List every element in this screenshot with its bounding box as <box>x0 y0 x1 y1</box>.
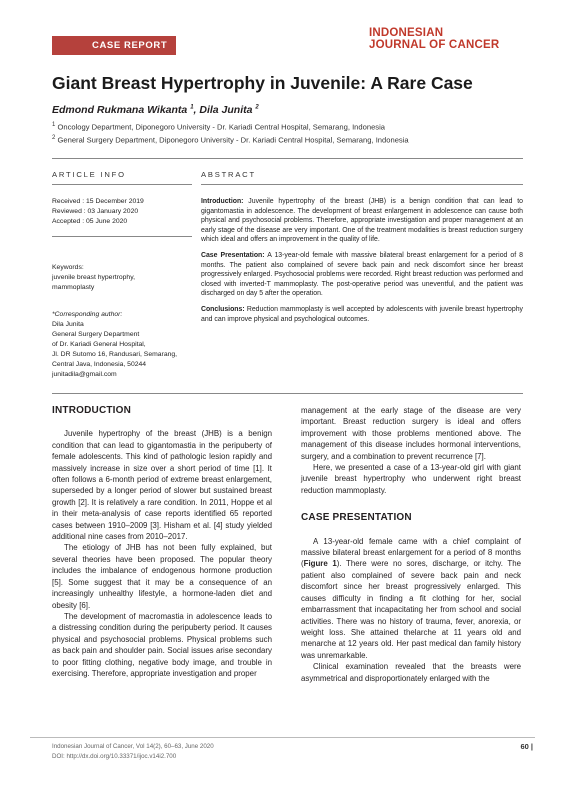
footer-citation: Indonesian Journal of Cancer, Vol 14(2), 60–63, June 2020 <box>52 743 214 750</box>
affiliation-2: $^2$ General Surgery Department, Diponegoro University - Dr. Kariadi Central Hospital, Semarang, Indonesia <box>52 135 409 145</box>
paragraph-2: The etiology of JHB has not been fully explained, but several theories have been proposed. The popular theory includes the imbalance of endogenous hormone production [5]. Some suggest that it may be a consequence of an increasingly unhealthy lifestyle, a hormone-laden diet and obesity [6]. <box>52 543 272 610</box>
corr-line-2: General Surgery Department <box>52 331 140 338</box>
received-date: Received : 15 December 2019 <box>52 198 144 205</box>
author-1-sup: 1 <box>190 104 194 111</box>
article-info-label: ARTICLE INFO <box>52 170 126 179</box>
abstract-introduction: Introduction: Juvenile hypertrophy of the breast (JHB) is a benign condition that can lead to gigantomastia in adolescence. The development of breast enlargement in adolescence can cause both physical and psychosocial problems. Therefore, appropriate investigation and proper management at an early stage of the disease are very important. One of the treatment modalities is breast reduction surgery which ideal and offers an improvement in the quality of life. <box>201 198 523 244</box>
header-divider <box>52 158 523 159</box>
corr-email[interactable]: junitadila@gmail.com <box>52 371 117 378</box>
author-2: Dila Junita <box>199 104 253 116</box>
paragraph-7: Clinical examination revealed that the breasts were asymmetrical and disproportionately enlarged with the <box>301 662 521 683</box>
journal-name-line1: INDONESIAN <box>369 27 444 39</box>
journal-name-line2: JOURNAL OF CANCER <box>369 39 500 51</box>
abstract-label: ABSTRACT <box>201 170 256 179</box>
abstract-case: Case Presentation: A 13-year-old female with massive bilateral breast enlargement for a period of 8 months. The patient also complained of severe back pain and neck discomfort since her breast progressively enlarged. Psychosocial problems were recorded. Right breast reduction was performed and closed with inverted-T mammoplasty. The post-operative period was uneventful, and the patient was discharged on day 5 after the operation. <box>201 251 524 298</box>
abstract-body <box>201 197 523 330</box>
article-dates <box>52 197 202 227</box>
info-rule-1 <box>52 236 192 237</box>
corresponding-author-block <box>52 310 202 380</box>
corr-line-3: of Dr. Kariadi General Hospital, <box>52 341 146 348</box>
footer-citation-block <box>52 742 214 761</box>
paragraph-4: management at the early stage of the disease are very important. Breast reduction surgery is ideal and offers improvement with those problems mentioned above. The management of this disease includes hormonal interventions, surgery, and a combination to prevent recurrence [7]. <box>301 406 521 461</box>
footer-doi[interactable]: DOI: http://dx.doi.org/10.33371/ijoc.v14i2.700 <box>52 752 177 760</box>
corresponding-label: *Corresponding author: <box>52 311 123 318</box>
article-info-rule <box>52 184 192 185</box>
author-2-sup: 2 <box>255 104 259 111</box>
abstract-end-rule <box>52 393 523 394</box>
page-number: 60 | <box>520 742 533 751</box>
reviewed-date: Reviewed : 03 January 2020 <box>52 208 139 215</box>
accepted-date: Accepted : 05 June 2020 <box>52 218 128 225</box>
paragraph-6: A 13-year-old female came with a chief complaint of massive bilateral breast enlargement for a period of 8 months (Figure 1). There were no sores, discharge, or itchy. The patient also complained of severe back pain and neck discomfort since her breast progressively enlarged. This causes difficulty in finding a fit clothing for her, social embarrassment that incapacitating her from school and social activities. There was no history of trauma, fever, anorexia, or weight loss. She attained thelarche at 11 years old and menarche at 12 years old. Her past medical dan family history was unremarkable. <box>301 536 521 660</box>
article-title: Giant Breast Hypertrophy in Juvenile: A Rare Case <box>52 73 473 93</box>
author-list: Edmond Rukmana Wikanta $^1$, Dila Junita $^2$ <box>52 104 259 116</box>
corr-line-5: Central Java, Indonesia, 50244 <box>52 361 147 368</box>
corr-line-4: Jl. DR Sutomo 16, Randusari, Semarang, <box>52 351 178 358</box>
left-column <box>52 405 272 679</box>
case-presentation-heading: CASE PRESENTATION <box>301 512 412 524</box>
figure-1-ref[interactable]: Figure 1 <box>303 559 337 569</box>
right-column <box>301 405 521 684</box>
keywords-block <box>52 263 202 293</box>
paragraph-5: Here, we presented a case of a 13-year-old girl with giant juvenile breast hypertrophy who underwent right breast reduction mammoplasty. <box>301 463 521 495</box>
keywords-line-1: juvenile breast hypertrophy, <box>52 274 135 281</box>
introduction-heading: INTRODUCTION <box>52 405 132 416</box>
footer-divider <box>30 737 535 738</box>
paragraph-1: Juvenile hypertrophy of the breast (JHB) is a benign condition that can lead to gigantomastia in the peripuberty of female adolescents. This kind of pathologic lesion rapidly and massively increase in size over a short period of time [1]. It often follows a 6-month period of extreme breast enlargement, superseded by a longer period of slower but sustained breast growth [2]. It is relatively a rare condition. In 2011, Hoppe et al in their meta-analysis of case reports identified 65 reported cases between 1910–2009 [3]. Hisham et al. [4] study yielded additional nine cases from 2010–2017. <box>52 429 272 542</box>
corr-line-1: Dila Junita <box>52 321 84 328</box>
keywords-line-2: mammoplasty <box>52 284 95 291</box>
author-1: Edmond Rukmana Wikanta <box>52 104 188 116</box>
journal-logo <box>369 27 529 51</box>
paragraph-3: The development of macromastia in adolescence leads to a distressing condition during the peripuberty period. It causes physical and psychosocial problems. Physical problems such as back pain and shoulder pain. Social issues arise secondary to poor fitting clothing, negative body image, and trouble in exercising. Therefore, appropriate investigation and proper <box>52 611 272 678</box>
affiliation-1: $^1$ Oncology Department, Diponegoro University - Dr. Kariadi Central Hospital, Semarang, Indonesia <box>52 122 386 132</box>
case-report-badge: CASE REPORT <box>52 36 176 55</box>
abstract-conclusions: Conclusions: Reduction mammoplasty is well accepted by adolescents with juvenile breast hypertrophy and can improve physical and psychological outcomes. <box>201 305 523 323</box>
keywords-label: Keywords: <box>52 264 84 271</box>
abstract-rule <box>201 184 523 185</box>
